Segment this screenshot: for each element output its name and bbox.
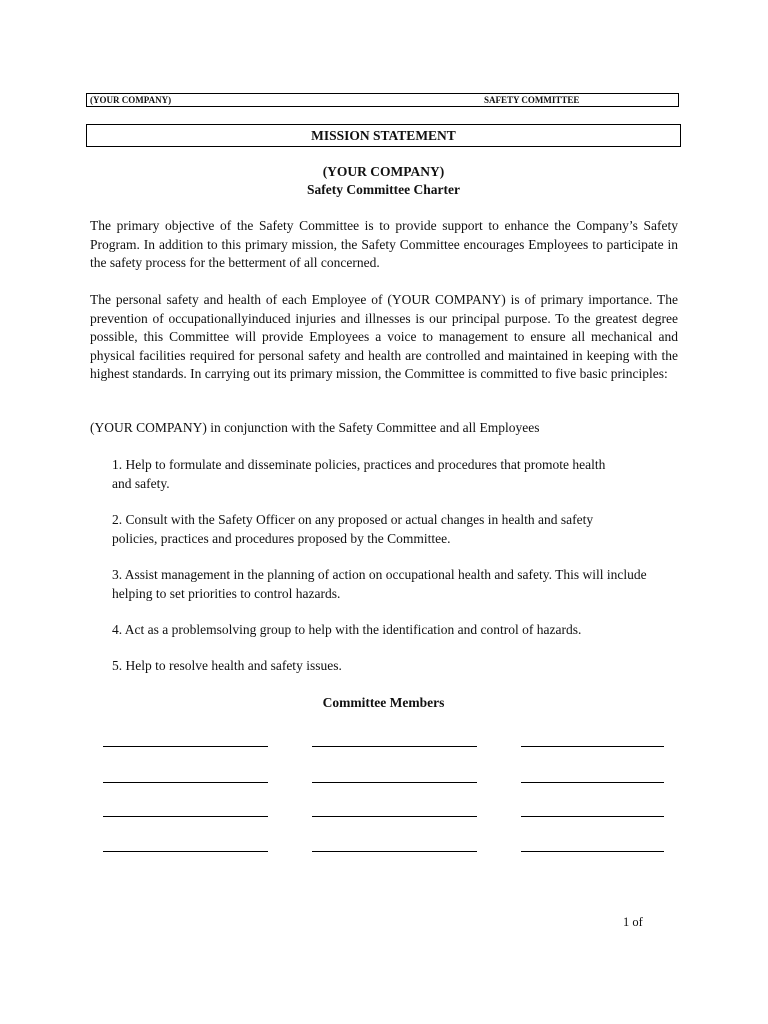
paragraph-conjunction: (YOUR COMPANY) in conjunction with the Safety Committee and all Employees — [90, 420, 540, 435]
signature-line — [521, 851, 664, 852]
signature-line — [103, 851, 268, 852]
signature-line — [103, 782, 268, 783]
committee-members-title: Committee Members — [322, 695, 445, 710]
signature-line — [521, 746, 664, 747]
header-company: (YOUR COMPANY) — [90, 95, 172, 105]
paragraph-objective: The primary objective of the Safety Committee is to provide support to enhance the Company’s Safety Program. In addition to this primary mission, the Safety Committee encourages Employees to participate in the safety process for the betterment of all concerned. — [90, 218, 678, 270]
signature-line — [312, 816, 477, 817]
signature-line — [103, 746, 268, 747]
signature-line — [521, 816, 664, 817]
signature-line — [103, 816, 268, 817]
signature-line — [312, 851, 477, 852]
principle-item: 3. Assist management in the planning of action on occupational health and safety. This will include helping to set priorities to control hazards. — [112, 567, 647, 601]
principle-item: 1. Help to formulate and disseminate policies, practices and procedures that promote health and safety. — [112, 457, 606, 491]
signature-line — [312, 746, 477, 747]
page-header — [86, 93, 679, 107]
mission-statement-title: MISSION STATEMENT — [86, 124, 681, 147]
charter-title: Safety Committee Charter — [307, 182, 460, 197]
signature-line — [521, 782, 664, 783]
header-committee: SAFETY COMMITTEE — [484, 95, 580, 105]
page-number: 1 of — [623, 915, 643, 929]
principle-item: 4. Act as a problemsolving group to help with the identification and control of hazards. — [112, 622, 582, 637]
principle-item: 2. Consult with the Safety Officer on any proposed or actual changes in health and safety policies, practices and procedures proposed by the Committee. — [112, 512, 594, 546]
paragraph-personal-safety: The personal safety and health of each Employee of (YOUR COMPANY) is of primary importance. The prevention of occupationallyinduced injuries and illnesses is our principal purpose. To the greatest degree possible, this Committee will provide Employees a voice to management to ensure all mechanical and physical facilities required for personal safety and health are controlled and maintained in keeping with the highest standards. In carrying out its primary mission, the Committee is committed to five basic principles: — [90, 292, 678, 381]
principle-item: 5. Help to resolve health and safety issues. — [112, 658, 342, 673]
signature-line — [312, 782, 477, 783]
company-title: (YOUR COMPANY) — [322, 164, 445, 179]
